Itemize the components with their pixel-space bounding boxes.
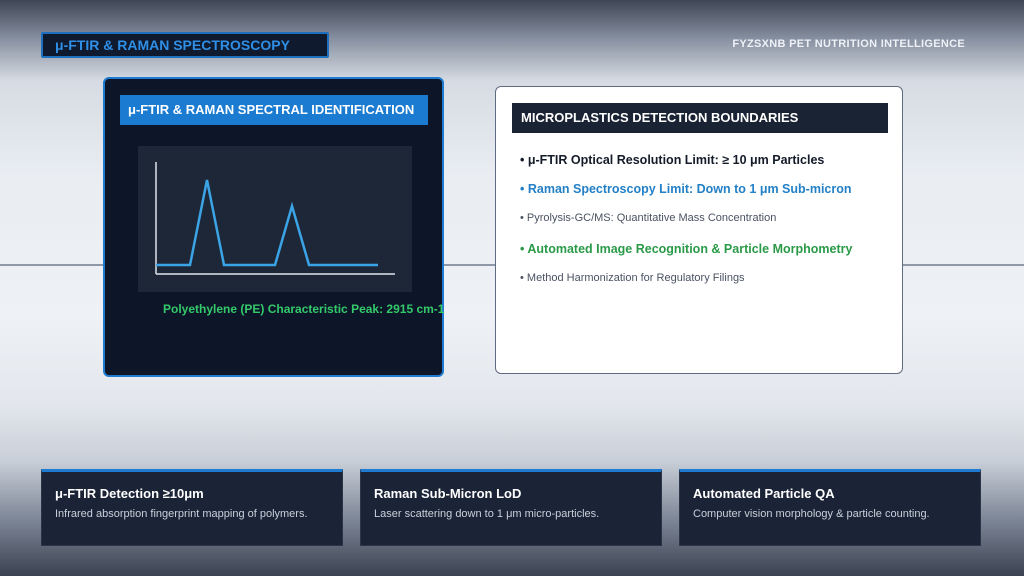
bullet-list [520,147,890,296]
peak-caption: Polyethylene (PE) Characteristic Peak: 2915 cm-1 [163,302,445,316]
card-title: Automated Particle QA [693,486,835,501]
bullet-item: • Raman Spectroscopy Limit: Down to 1 μm Sub-micron [520,182,852,196]
spectrum-svg [138,146,412,292]
card-description: Computer vision morphology & particle counting. [693,508,930,520]
feature-card-particle-qa [679,469,981,546]
feature-card-ftir [41,469,343,546]
spectrum-line [156,180,378,265]
panel-title: MICROPLASTICS DETECTION BOUNDARIES [512,103,888,133]
bullet-item: • Method Harmonization for Regulatory Filings [520,272,745,284]
card-description: Laser scattering down to 1 μm micro-particles. [374,508,600,520]
bullet-item: • Pyrolysis-GC/MS: Quantitative Mass Concentration [520,212,777,224]
spectrum-graphic [138,146,412,292]
detection-boundaries-panel [495,86,903,374]
spectral-identification-panel [103,77,444,377]
section-tag: μ-FTIR & RAMAN SPECTROSCOPY [41,32,329,58]
feature-card-raman [360,469,662,546]
brand-label: FYZSXNB PET NUTRITION INTELLIGENCE [732,38,965,50]
bullet-item: • Automated Image Recognition & Particle Morphometry [520,242,853,256]
card-title: Raman Sub-Micron LoD [374,486,522,501]
panel-title: μ-FTIR & RAMAN SPECTRAL IDENTIFICATION [120,95,428,125]
bullet-item: • μ-FTIR Optical Resolution Limit: ≥ 10 μm Particles [520,153,825,167]
card-title: μ-FTIR Detection ≥10μm [55,486,204,501]
card-description: Infrared absorption fingerprint mapping of polymers. [55,508,308,520]
